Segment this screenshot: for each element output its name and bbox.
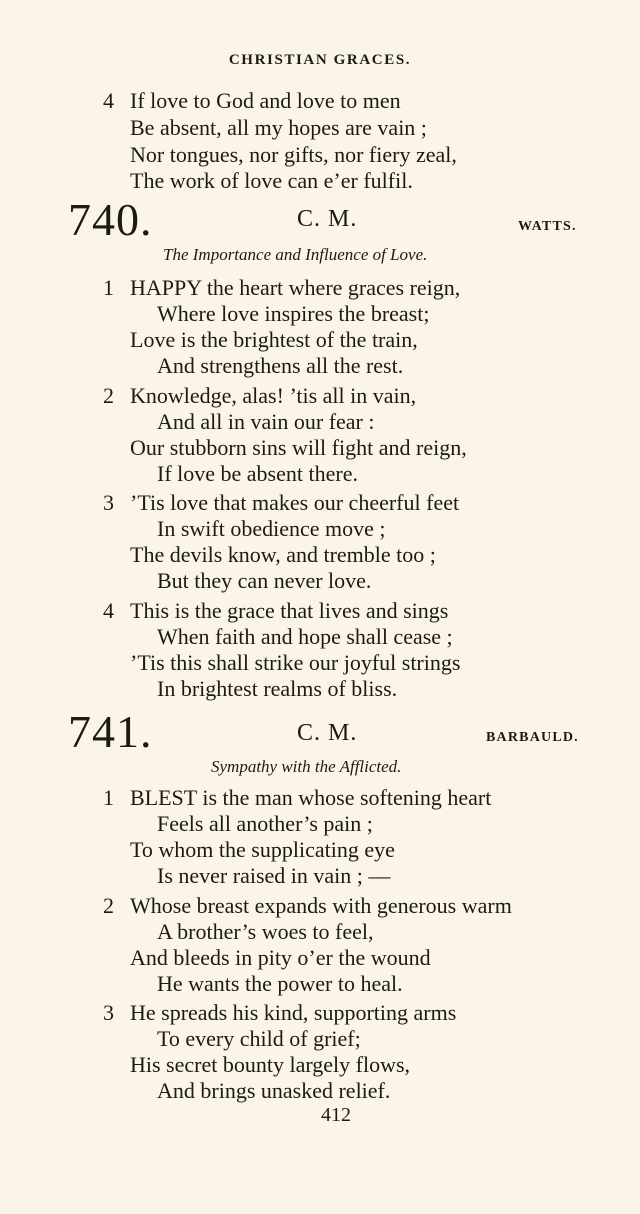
running-head: CHRISTIAN GRACES. xyxy=(228,52,412,68)
verse-line: In brightest realms of bliss. xyxy=(157,676,398,701)
hymn-number: 741. xyxy=(68,706,153,757)
stanza-number: 2 xyxy=(103,383,114,408)
hymn-meter: C. M. xyxy=(297,206,358,232)
verse-line: Knowledge, alas! ’tis all in vain, xyxy=(130,383,417,408)
verse-line: If love to God and love to men xyxy=(130,88,401,113)
verse-line: This is the grace that lives and sings xyxy=(130,598,449,623)
verse-line: Is never raised in vain ; — xyxy=(157,863,391,888)
verse-line: And strengthens all the rest. xyxy=(157,353,404,378)
stanza-number: 1 xyxy=(103,275,114,300)
verse-line: To whom the supplicating eye xyxy=(130,837,395,862)
stanza-number: 4 xyxy=(103,88,114,113)
stanza-number: 2 xyxy=(103,893,114,918)
verse-line: BLEST is the man whose softening heart xyxy=(130,785,492,810)
verse-line: The devils know, and tremble too ; xyxy=(130,542,436,567)
verse-line: Feels all another’s pain ; xyxy=(157,811,373,836)
hymn-author: WATTS. xyxy=(518,219,577,234)
verse-line: Love is the brightest of the train, xyxy=(130,327,418,352)
hymn-number: 740. xyxy=(68,194,153,245)
verse-line: To every child of grief; xyxy=(157,1026,361,1051)
verse-line: And bleeds in pity o’er the wound xyxy=(130,945,431,970)
verse-line: He wants the power to heal. xyxy=(157,971,403,996)
hymn-title: The Importance and Influence of Love. xyxy=(163,245,428,264)
hymn-meter: C. M. xyxy=(297,720,358,746)
verse-line: When faith and hope shall cease ; xyxy=(157,624,453,649)
verse-line: If love be absent there. xyxy=(157,461,358,486)
verse-line: His secret bounty largely flows, xyxy=(130,1052,411,1077)
verse-line: ’Tis this shall strike our joyful strings xyxy=(130,650,461,675)
verse-line: He spreads his kind, supporting arms xyxy=(130,1000,457,1025)
verse-line: Be absent, all my hopes are vain ; xyxy=(130,115,427,140)
stanza-number: 1 xyxy=(103,785,114,810)
verse-line: ’Tis love that makes our cheerful feet xyxy=(130,490,460,515)
verse-line: Whose breast expands with generous warm xyxy=(130,893,512,918)
stanza-number: 4 xyxy=(103,598,114,623)
verse-line: But they can never love. xyxy=(157,568,372,593)
verse-line: HAPPY the heart where graces reign, xyxy=(130,275,461,300)
verse-line: Our stubborn sins will fight and reign, xyxy=(130,435,467,460)
verse-line: And all in vain our fear : xyxy=(157,409,375,434)
page-number: 412 xyxy=(321,1104,351,1126)
stanza-number: 3 xyxy=(103,1000,114,1025)
hymn-author: BARBAULD. xyxy=(486,730,579,745)
verse-line: The work of love can e’er fulfil. xyxy=(130,168,413,193)
verse-line: Nor tongues, nor gifts, nor fiery zeal, xyxy=(130,142,457,167)
stanza-number: 3 xyxy=(103,490,114,515)
verse-line: A brother’s woes to feel, xyxy=(157,919,374,944)
verse-line: Where love inspires the breast; xyxy=(157,301,430,326)
hymn-title: Sympathy with the Afflicted. xyxy=(211,757,402,776)
verse-line: And brings unasked relief. xyxy=(157,1078,391,1103)
verse-line: In swift obedience move ; xyxy=(157,516,386,541)
